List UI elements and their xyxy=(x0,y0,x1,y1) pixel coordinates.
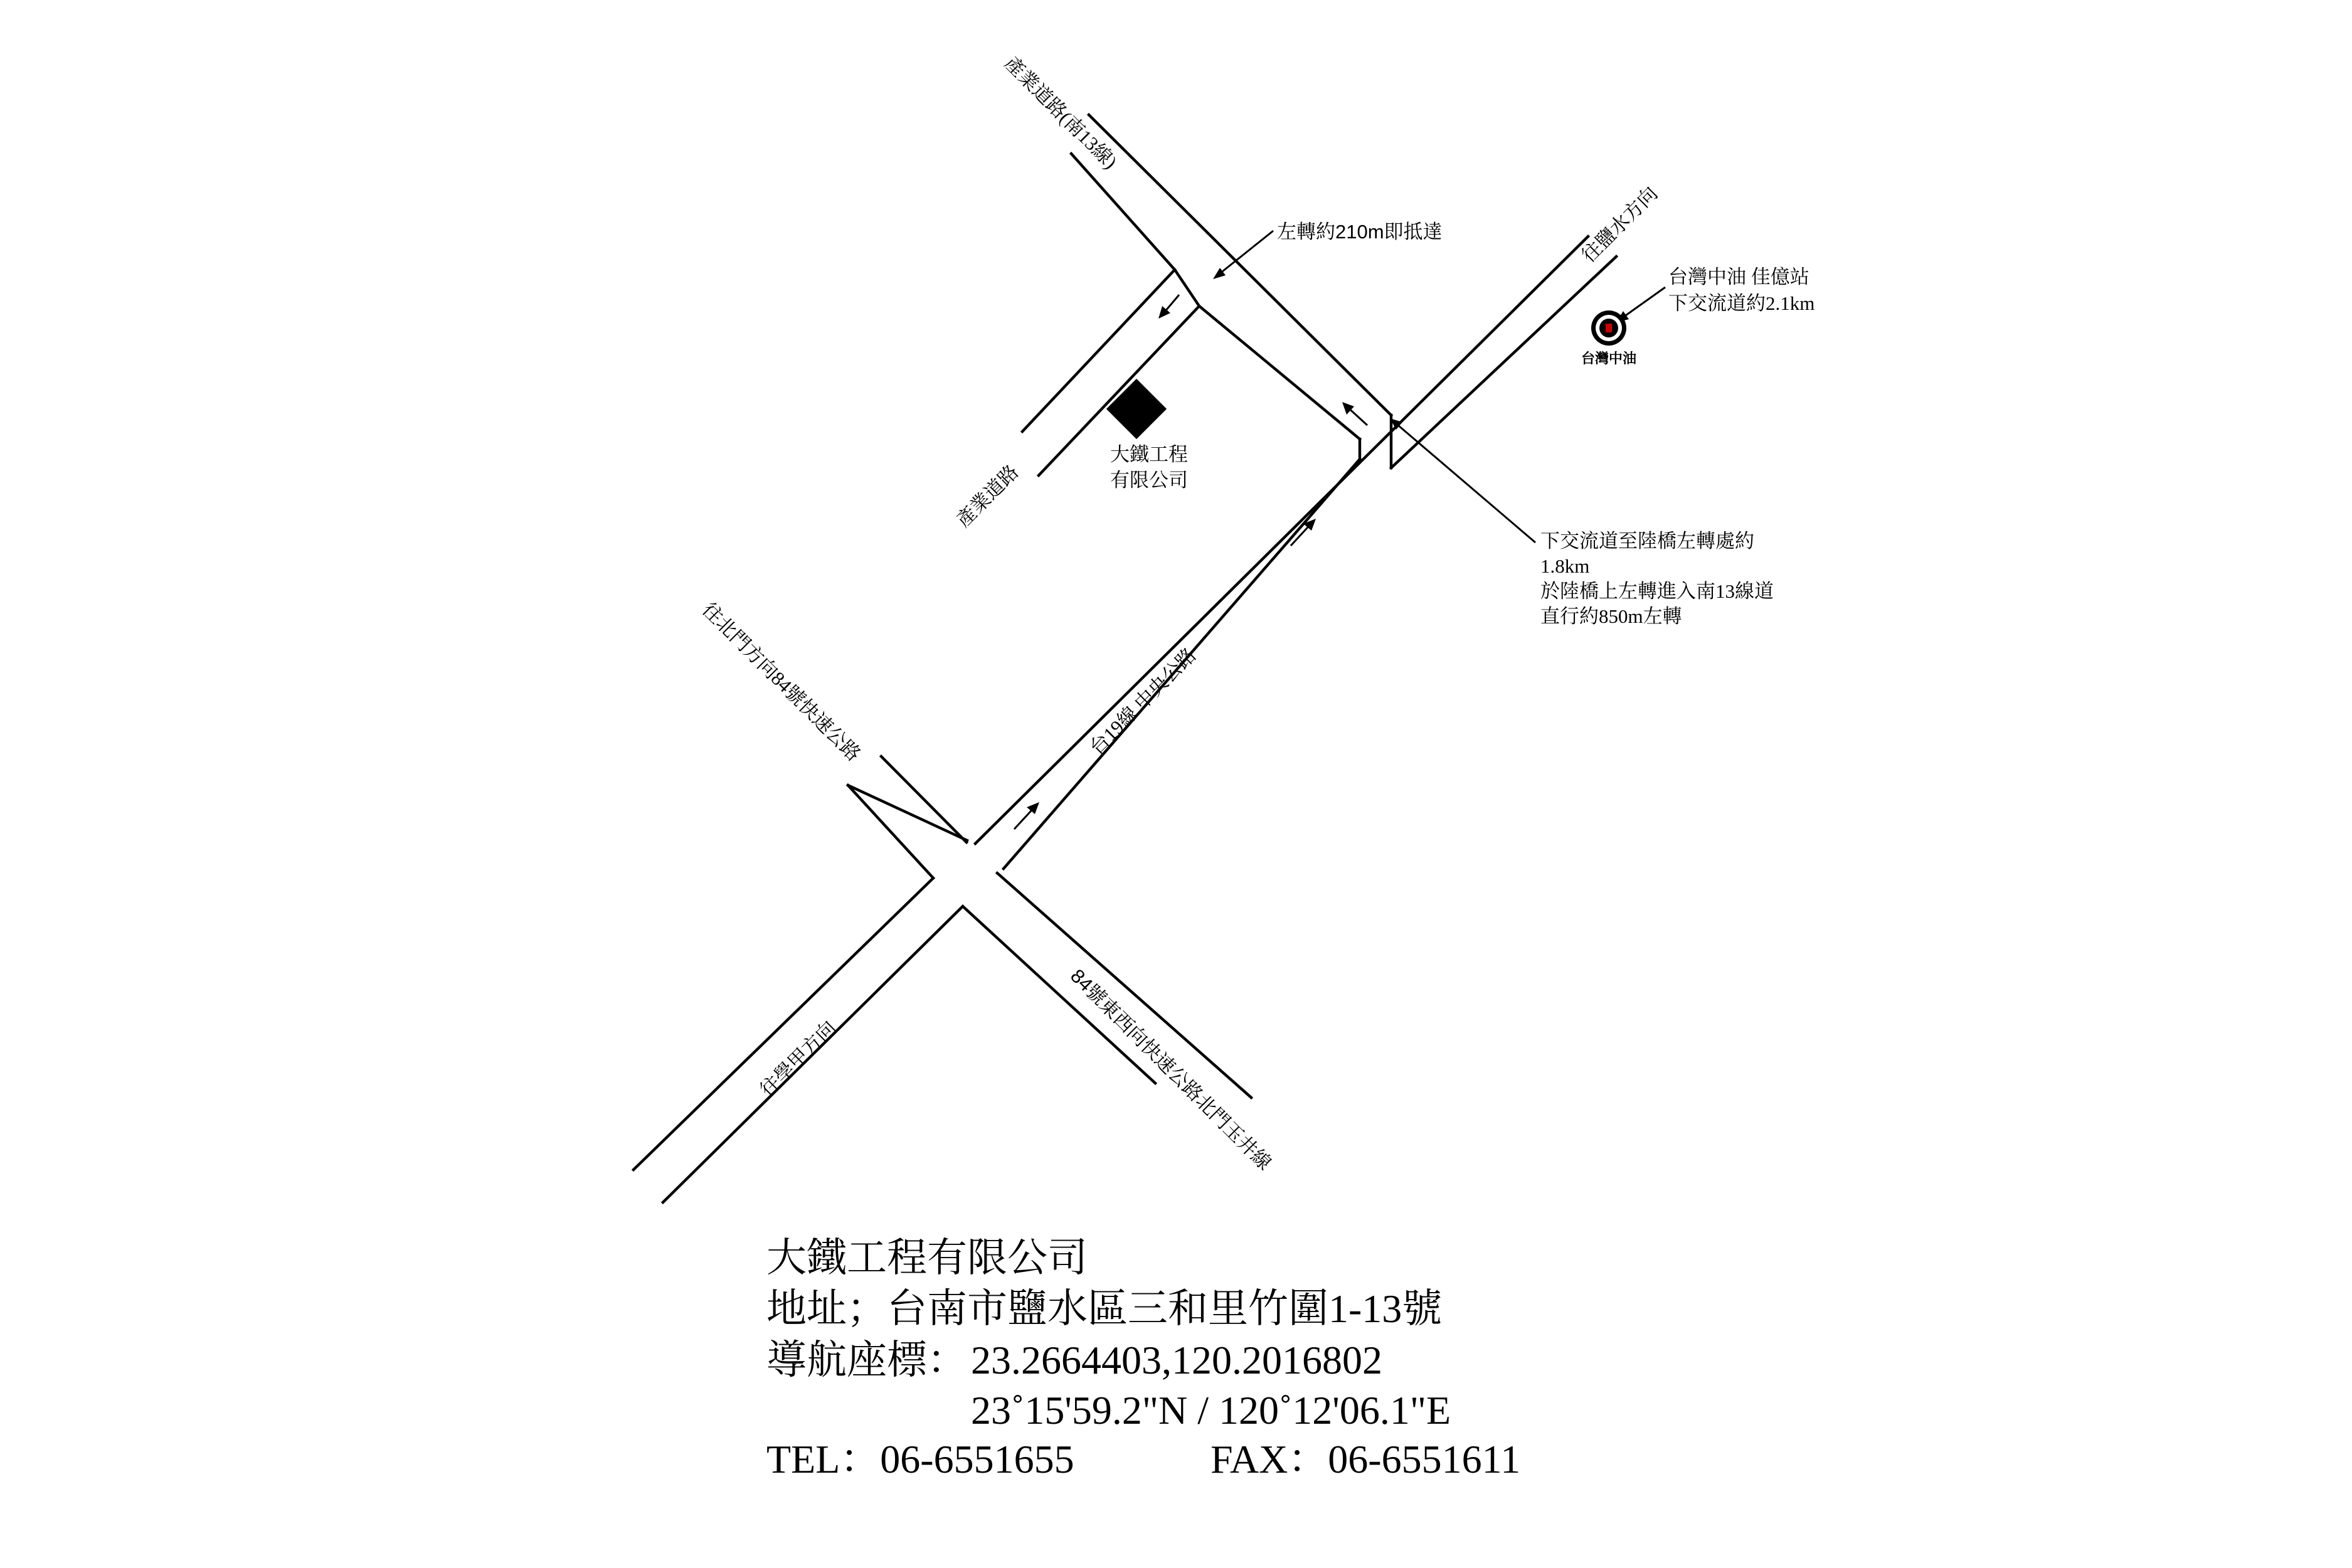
expressway-84-se-edge xyxy=(963,906,1155,1083)
provincial-19-west-edge xyxy=(975,236,1588,844)
label-to-beimen-expressway: 往北門方向84號快速公路 xyxy=(698,598,865,766)
label-industry-road-13: 產業道路(南13線) xyxy=(1000,52,1121,173)
note-gas-station-name: 台灣中油 佳億站 xyxy=(1668,266,1809,288)
destination-name-line2: 有限公司 xyxy=(1110,469,1188,491)
industry-road-13-join xyxy=(1175,270,1199,306)
destination-name-line1: 大鐵工程 xyxy=(1110,443,1188,465)
expressway-84-north-edge xyxy=(848,785,967,840)
expressway-84-north-stub xyxy=(881,756,967,842)
expressway-84-south-stub xyxy=(848,785,933,878)
label-to-yanshui: 往鹽水方向 xyxy=(1577,182,1662,267)
industry-road-13-south-edge xyxy=(1071,154,1175,270)
arrow-up-right-icon xyxy=(1014,802,1039,829)
note-route-line1: 下交流道至陸橋左轉處約 xyxy=(1540,530,1754,552)
contact-fax: FAX：06-6551611 xyxy=(1210,1437,1521,1481)
connector-north-edge xyxy=(1199,306,1360,439)
note-route-line3: 於陸橋上左轉進入南13線道 xyxy=(1540,580,1774,602)
note-turn-left: 左轉約210m即抵達 xyxy=(1277,221,1443,243)
company-info-block xyxy=(766,1236,1520,1481)
industry-road-13-north-edge xyxy=(1089,115,1391,415)
note-route-line4: 直行約850m左轉 xyxy=(1540,605,1682,627)
destination-marker xyxy=(1106,379,1167,439)
nav-dms: 23˚15'59.2"N / 120˚12'06.1"E xyxy=(971,1388,1451,1433)
note-gas-station-distance: 下交流道約2.1km xyxy=(1668,292,1815,314)
road-network xyxy=(633,115,1616,1202)
arrow-up-left-icon xyxy=(1342,402,1367,425)
callout-arrow-icon xyxy=(1616,287,1665,322)
label-to-xuejia: 往學甲方向 xyxy=(756,1016,840,1101)
nav-decimal: 23.2664403,120.2016802 xyxy=(971,1338,1382,1382)
company-name: 大鐵工程有限公司 xyxy=(766,1236,1088,1280)
label-provincial-19: 台19線 中央公路 xyxy=(1085,644,1200,759)
callout-arrow-icon xyxy=(1390,418,1535,543)
note-route-line2: 1.8km xyxy=(1540,555,1590,577)
arrow-down-left-icon xyxy=(1158,295,1179,319)
contact-tel: TEL：06-6551655 xyxy=(766,1437,1074,1481)
provincial-19-to-xuejia-west-edge xyxy=(633,878,933,1170)
callout-arrow-icon xyxy=(1213,231,1273,279)
company-address: 地址；台南市鹽水區三和里竹圍1-13號 xyxy=(766,1286,1443,1331)
expressway-84-south-edge xyxy=(997,873,1251,1098)
cpc-logo-text: 台灣中油 xyxy=(1581,351,1637,366)
label-expressway-84: 84號東西向快速公路北門玉井線 xyxy=(1066,965,1276,1175)
nav-label: 導航座標： xyxy=(766,1338,967,1382)
label-industry-road: 產業道路 xyxy=(952,460,1023,531)
